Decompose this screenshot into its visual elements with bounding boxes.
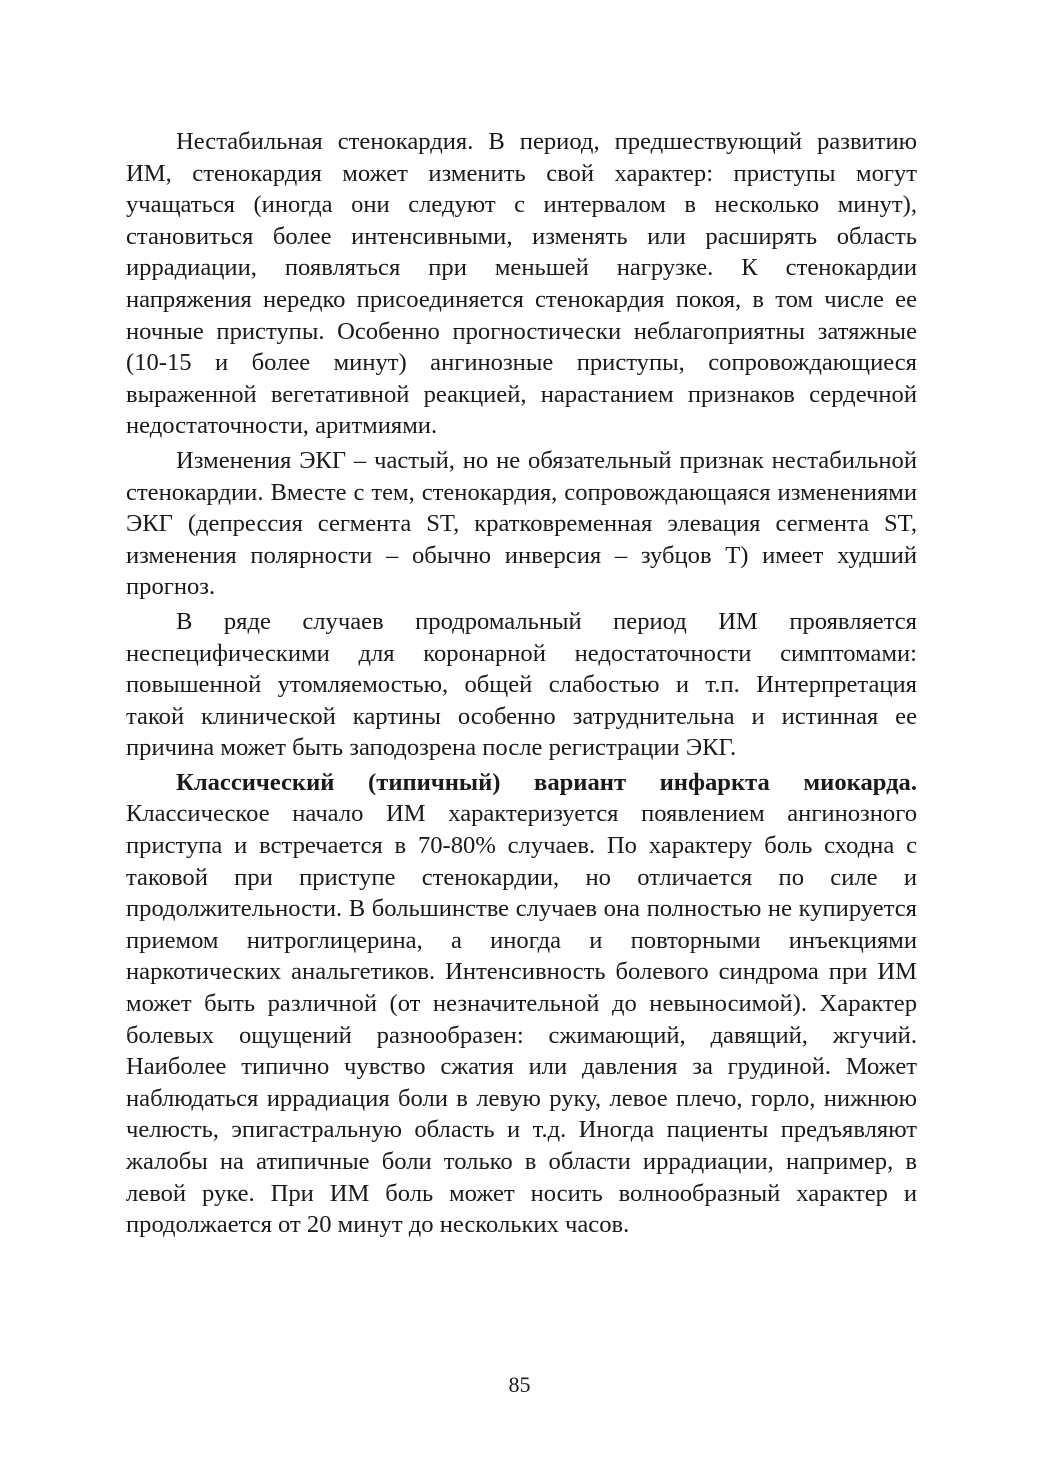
page-body <box>126 126 917 1241</box>
page-number: 85 <box>508 1372 531 1397</box>
paragraph-classic-variant <box>126 767 917 1241</box>
paragraph-prodromal-period: В ряде случаев продромальный период ИМ проявляется неспецифическими для коронарной недостаточности симптомами: повышенной утомляемостью, общей слабостью и т.п. Интерпретация такой клинической картины особенно затруднительна и истинная ее причина может быть заподозрена после регистрации ЭКГ. <box>126 607 917 762</box>
section-heading: Классический (типичный) вариант инфаркта миокарда. <box>176 768 917 796</box>
paragraph-unstable-angina: Нестабильная стенокардия. В период, предшествующий развитию ИМ, стенокардия может изменить свой характер: приступы могут учащаться (иногда они следуют с интервалом в несколько минут), становиться более интенсивными, изменять или расширять область иррадиации, появляться при меньшей нагрузке. К стенокардии напряжения нередко присоединяется стенокардия покоя, в том числе ее ночные приступы. Особенно прогностически неблагоприятны затяжные (10-15 и более минут) ангинозные приступы, сопровождающиеся выраженной вегетативной реакцией, нарастанием признаков сердечной недостаточности, аритмиями. <box>126 128 917 440</box>
section-body: Классическое начало ИМ характеризуется появлением ангинозного приступа и встречается в 70-80% случаев. По характеру боль сходна с таковой при приступе стенокардии, но отличается по силе и продолжительности. В большинстве случаев она полностью не купируется приемом нитроглицерина, а иногда и повторными инъекциями наркотических анальгетиков. Интенсивность болевого синдрома при ИМ может быть различной (от незначительной до невыносимой). Характер болевых ощущений разнообразен: сжимающий, давящий, жгучий. Наиболее типично чувство сжатия или давления за грудиной. Может наблюдаться иррадиация боли в левую руку, левое плечо, горло, нижнюю челюсть, эпигастральную область и т.д. Иногда пациенты предъявляют жалобы на атипичные боли только в области иррадиации, например, в левой руке. При ИМ боль может носить волнообразный характер и продолжается от 20 минут до нескольких часов. <box>126 800 917 1239</box>
paragraph-ecg-changes: Изменения ЭКГ – частый, но не обязательный признак нестабильной стенокардии. Вместе с тем, стенокардия, сопровождающаяся изменениями ЭКГ (депрессия сегмента ST, кратковременная элевация сегмента ST, изменения полярности – обычно инверсия – зубцов T) имеет худший прогноз. <box>126 446 917 601</box>
